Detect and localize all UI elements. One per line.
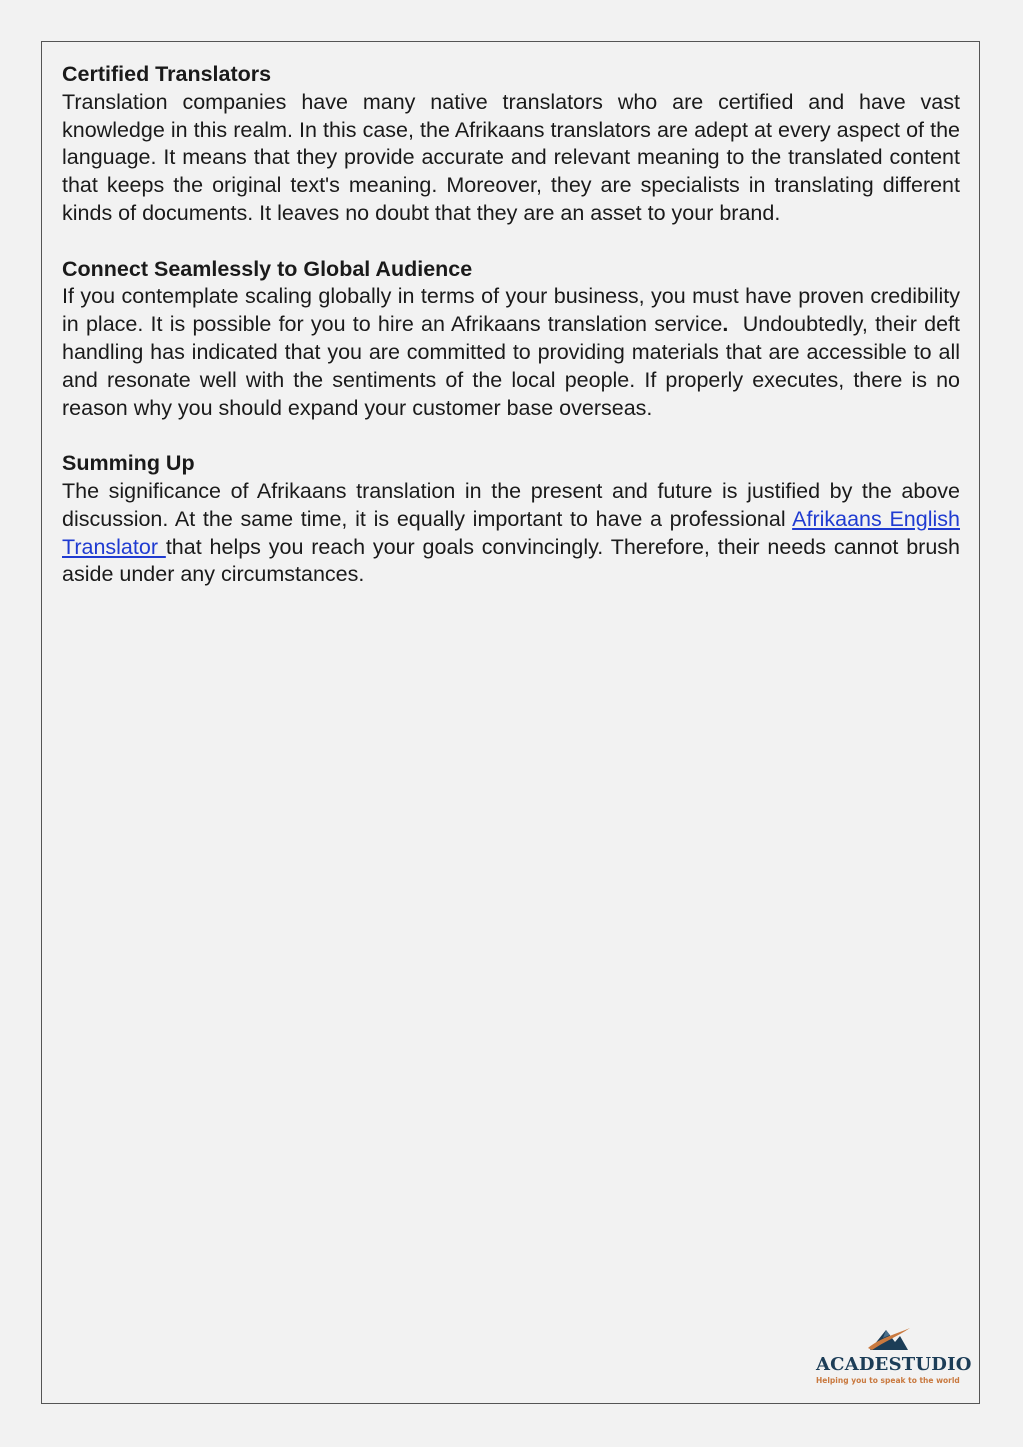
section-heading: Summing Up: [62, 451, 195, 476]
section-certified-translators: [62, 61, 960, 228]
section-heading: Certified Translators: [62, 62, 272, 86]
logo-wordmark: ACADESTUDIO: [816, 1354, 972, 1375]
section-global-audience: [62, 256, 966, 423]
body-bold-period: .: [722, 312, 729, 337]
body-text: Undoubtedly, their deft handling has indicated that you are committed to providing materials that are accessible to all and resonate well with the sentiments of the local people. If properly executes, there is no reason why you should expand your customer base overseas.: [62, 312, 966, 420]
section-heading: Connect Seamlessly to Global Audience: [62, 256, 473, 281]
section-body: [62, 478, 960, 589]
section-body: [62, 283, 966, 422]
mountain-swoosh-icon: [862, 1324, 912, 1354]
body-text: The significance of Afrikaans translation in the present and future is justified by the above discussion. At the same time, it is equally important to have a professional: [62, 478, 960, 531]
logo-tagline: Helping you to speak to the world: [816, 1376, 960, 1385]
acadestudio-logo: [814, 1324, 972, 1386]
section-summing-up: [62, 450, 960, 589]
afrikaans-english-translator-link[interactable]: Afrikaans English Translator: [62, 506, 960, 559]
section-body: Translation companies have many native translators who are certified and have vast knowledge in this realm. In this case, the Afrikaans translators are adept at every aspect of the language. It means that they provide accurate and relevant meaning to the translated content that keeps the original text's meaning. Moreover, they are specialists in translating different kinds of documents. It leaves no doubt that they are an asset to your brand.: [62, 89, 960, 225]
body-text: that helps you reach your goals convincingly. Therefore, their needs cannot brush aside under any circumstances.: [62, 534, 960, 587]
document-content: [62, 61, 966, 617]
body-text: If you contemplate scaling globally in terms of your business, you must have proven credibility in place. It is possible for you to hire an Afrikaans translation service: [62, 284, 960, 337]
